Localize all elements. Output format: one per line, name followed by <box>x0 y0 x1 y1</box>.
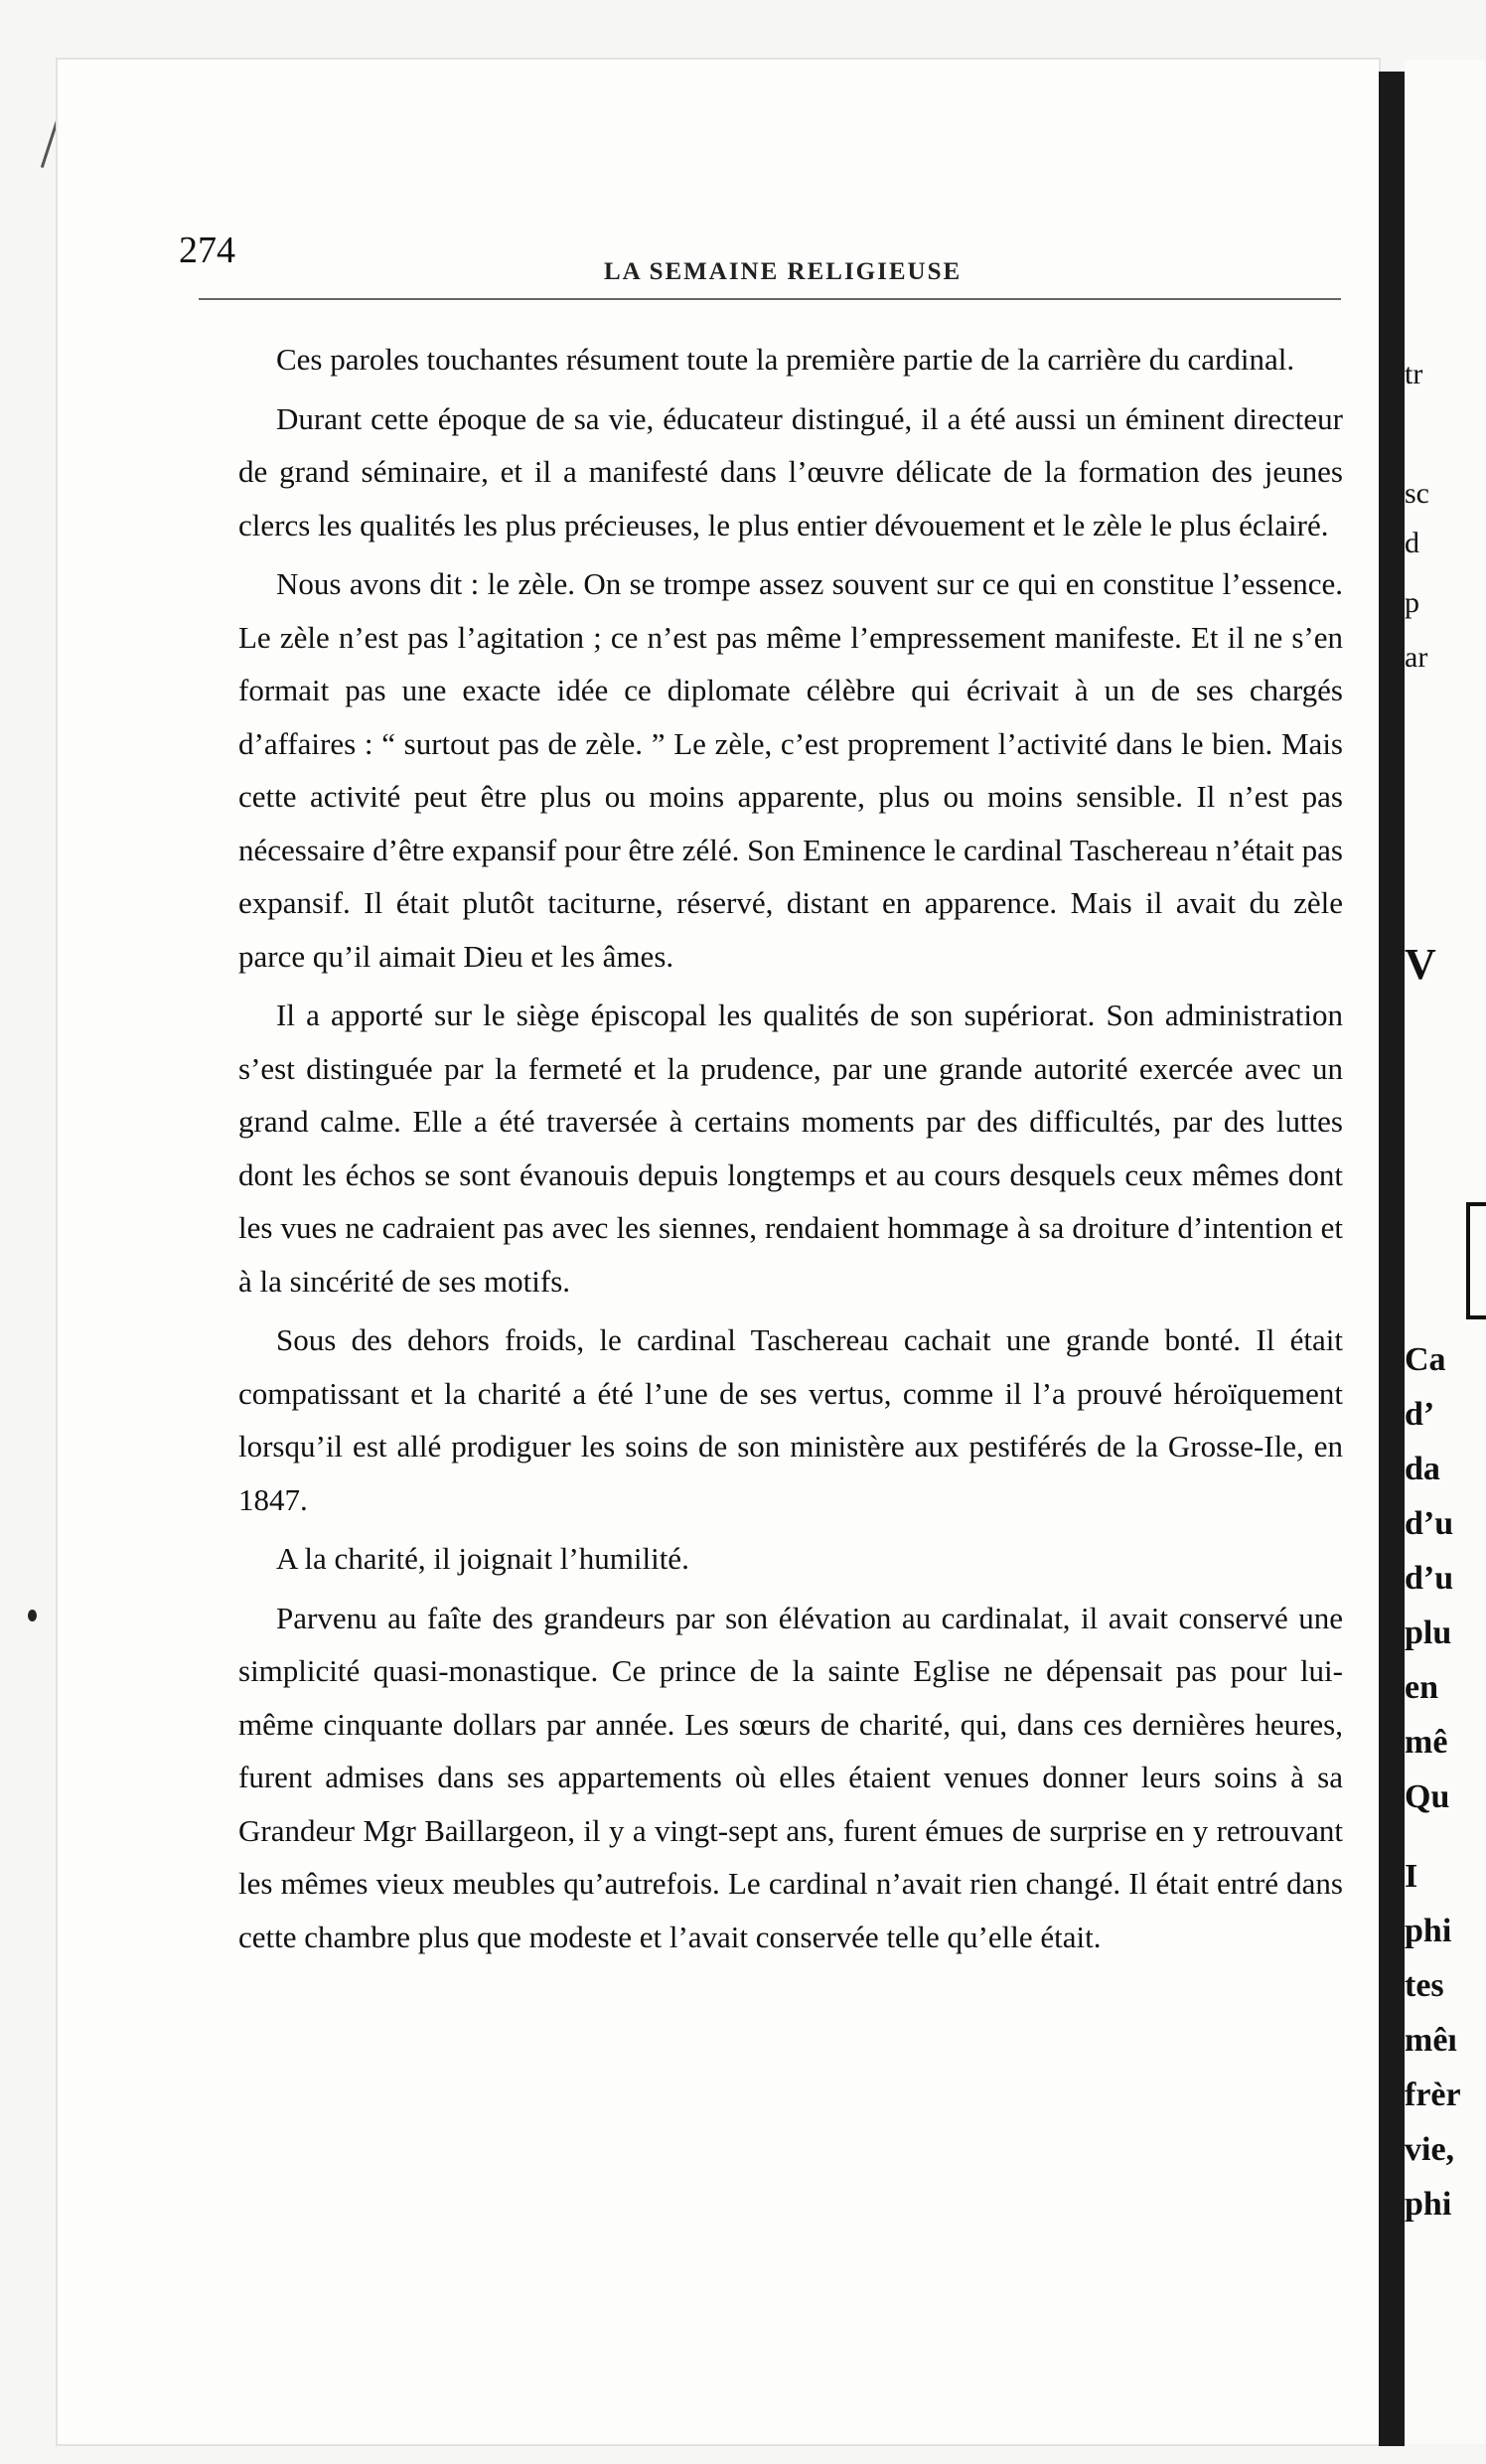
facing-text-fragment: ar <box>1405 641 1428 674</box>
facing-text-fragment: V <box>1405 940 1436 989</box>
header-divider <box>199 298 1341 300</box>
facing-text-fragment: Qu <box>1405 1778 1450 1815</box>
facing-text-fragment: sc <box>1405 477 1429 510</box>
running-header <box>179 229 1351 288</box>
journal-title: LA SEMAINE RELIGIEUSE <box>604 258 963 285</box>
facing-text-fragment: da <box>1405 1451 1440 1487</box>
facing-text-fragment: vie, <box>1405 2131 1455 2168</box>
paragraph: Durant cette époque de sa vie, éducateur distingué, il a été aussi un éminent directeur de grand séminaire, et il a manifesté dans l’œuvre délicate de la formation des jeunes clercs les qualités les plus précieuses, le plus entier dévouement et le zèle le plus éclairé. <box>238 400 1343 542</box>
facing-boxed-ornament <box>1466 1202 1486 1319</box>
facing-text-fragment: mêı <box>1405 2022 1457 2059</box>
facing-text-fragment: en <box>1405 1669 1438 1706</box>
paragraph: A la charité, il joignait l’humilité. <box>276 1541 689 1576</box>
facing-text-fragment: p <box>1405 586 1419 619</box>
article-body <box>238 333 1343 1969</box>
page-number: 274 <box>179 230 235 271</box>
scan-artifact-dot <box>28 1610 37 1621</box>
paragraph: Il a apporté sur le siège épiscopal les qualités de son supériorat. Son administration s’est distinguée par la fermeté et la prudence, par une grande autorité exercée avec un grand calme. Elle a été traversée à certains moments par des difficultés, par des luttes dont les échos se sont évanouis depuis longtemps et au cours desquels ceux mêmes dont les vues ne cadraient pas avec les siennes, rendaient hommage à sa droiture d’intention et à la sincérité de ses motifs. <box>238 998 1343 1299</box>
facing-text-fragment: mê <box>1405 1724 1448 1761</box>
paragraph: Ces paroles touchantes résument toute la première partie de la carrière du cardinal. <box>276 342 1295 377</box>
facing-text-fragment: tes <box>1405 1967 1444 2004</box>
facing-text-fragment: d’u <box>1405 1560 1454 1597</box>
facing-text-fragment: phi <box>1405 1913 1452 1949</box>
facing-text-fragment: d’ <box>1405 1396 1435 1433</box>
facing-text-fragment: tr <box>1405 358 1423 390</box>
book-spine-gutter <box>1379 72 1405 2446</box>
facing-text-fragment: frèr <box>1405 2077 1461 2113</box>
paragraph: Nous avons dit : le zèle. On se trompe assez souvent sur ce qui en constitue l’essence. Le zèle n’est pas l’agitation ; ce n’est pas même l’empressement manifeste. Et il ne s’en formait pas une exacte idée ce diplomate célèbre qui écrivait à un de ses chargés d’affaires : “ surtout pas de zèle. ” Le zèle, c’est proprement l’activité dans le bien. Mais cette activité peut être plus ou moins apparente, plus ou moins sensible. Il n’est pas nécessaire d’être expansif pour être zélé. Son Eminence le cardinal Taschereau n’était pas expansif. Il était plutôt taciturne, réservé, distant en apparence. Mais il avait du zèle parce qu’il aimait Dieu et les âmes. <box>238 566 1343 974</box>
facing-text-fragment: phi <box>1405 2186 1452 2223</box>
facing-text-fragment: Ca <box>1405 1341 1446 1378</box>
facing-text-fragment: I <box>1405 1858 1418 1895</box>
facing-text-fragment: d’u <box>1405 1505 1454 1542</box>
paragraph: Sous des dehors froids, le cardinal Taschereau cachait une grande bonté. Il était compatissant et la charité a été l’une de ses vertus, comme il l’a prouvé héroïquement lorsqu’il est allé prodiguer les soins de son ministère aux pestiférés de la Grosse-Ile, en 1847. <box>238 1322 1343 1517</box>
facing-text-fragment: d <box>1405 527 1419 559</box>
facing-text-fragment: plu <box>1405 1615 1452 1651</box>
facing-page-edge <box>1405 60 1486 2444</box>
paragraph: Parvenu au faîte des grandeurs par son élévation au cardinalat, il avait conservé une simplicité quasi-monastique. Ce prince de la sainte Eglise ne dépensait pas pour lui-même cinquante dollars par année. Les sœurs de charité, qui, dans ces dernières heures, furent admises dans ses appartements où elles étaient venues donner leurs soins à sa Grandeur Mgr Baillargeon, il y a vingt-sept ans, furent émues de surprise en y retrouvant les mêmes vieux meubles qu’autrefois. Le cardinal n’avait rien changé. Il était entré dans cette chambre plus que modeste et l’avait conservée telle qu’elle était. <box>238 1600 1343 1954</box>
